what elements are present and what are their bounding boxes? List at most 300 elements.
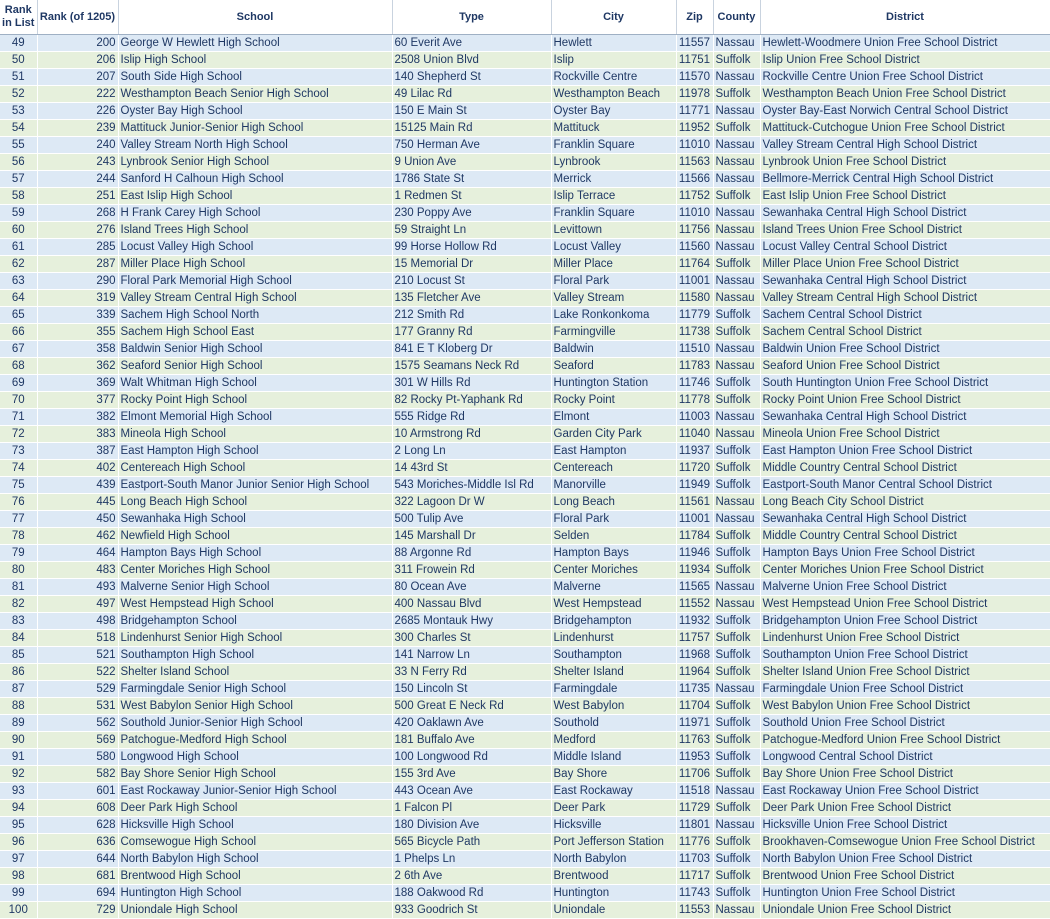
rank-in-list-cell[interactable]: 73 bbox=[0, 443, 37, 460]
county-cell[interactable]: Nassau bbox=[713, 154, 760, 171]
type-cell[interactable]: 400 Nassau Blvd bbox=[392, 596, 551, 613]
school-cell[interactable]: Sanford H Calhoun High School bbox=[118, 171, 392, 188]
county-cell[interactable]: Suffolk bbox=[713, 885, 760, 902]
school-cell[interactable]: Eastport-South Manor Junior Senior High School bbox=[118, 477, 392, 494]
city-cell[interactable]: Levittown bbox=[551, 222, 676, 239]
rank-total-cell[interactable]: 244 bbox=[37, 171, 118, 188]
zip-cell[interactable]: 11703 bbox=[676, 851, 713, 868]
county-cell[interactable]: Nassau bbox=[713, 783, 760, 800]
city-cell[interactable]: Westhampton Beach bbox=[551, 86, 676, 103]
school-cell[interactable]: East Islip High School bbox=[118, 188, 392, 205]
county-cell[interactable]: Suffolk bbox=[713, 664, 760, 681]
school-cell[interactable]: Bay Shore Senior High School bbox=[118, 766, 392, 783]
type-cell[interactable]: 140 Shepherd St bbox=[392, 69, 551, 86]
type-cell[interactable]: 10 Armstrong Rd bbox=[392, 426, 551, 443]
district-cell[interactable]: Seaford Union Free School District bbox=[760, 358, 1050, 375]
rank-total-cell[interactable]: 377 bbox=[37, 392, 118, 409]
county-cell[interactable]: Suffolk bbox=[713, 392, 760, 409]
district-cell[interactable]: Huntington Union Free School District bbox=[760, 885, 1050, 902]
type-cell[interactable]: 14 43rd St bbox=[392, 460, 551, 477]
city-cell[interactable]: Huntington Station bbox=[551, 375, 676, 392]
school-cell[interactable]: North Babylon High School bbox=[118, 851, 392, 868]
city-cell[interactable]: Uniondale bbox=[551, 902, 676, 919]
county-cell[interactable]: Nassau bbox=[713, 358, 760, 375]
zip-cell[interactable]: 11518 bbox=[676, 783, 713, 800]
district-cell[interactable]: North Babylon Union Free School District bbox=[760, 851, 1050, 868]
zip-cell[interactable]: 11934 bbox=[676, 562, 713, 579]
rank-total-cell[interactable]: 285 bbox=[37, 239, 118, 256]
city-cell[interactable]: Valley Stream bbox=[551, 290, 676, 307]
city-cell[interactable]: Malverne bbox=[551, 579, 676, 596]
school-cell[interactable]: West Babylon Senior High School bbox=[118, 698, 392, 715]
school-cell[interactable]: Farmingdale Senior High School bbox=[118, 681, 392, 698]
county-cell[interactable]: Suffolk bbox=[713, 647, 760, 664]
district-cell[interactable]: Southold Union Free School District bbox=[760, 715, 1050, 732]
county-cell[interactable]: Suffolk bbox=[713, 834, 760, 851]
city-cell[interactable]: Seaford bbox=[551, 358, 676, 375]
rank-in-list-cell[interactable]: 94 bbox=[0, 800, 37, 817]
zip-cell[interactable]: 11971 bbox=[676, 715, 713, 732]
county-cell[interactable]: Nassau bbox=[713, 579, 760, 596]
district-cell[interactable]: Deer Park Union Free School District bbox=[760, 800, 1050, 817]
district-cell[interactable]: Rockville Centre Union Free School District bbox=[760, 69, 1050, 86]
rank-in-list-cell[interactable]: 59 bbox=[0, 205, 37, 222]
county-cell[interactable]: Suffolk bbox=[713, 715, 760, 732]
type-cell[interactable]: 1786 State St bbox=[392, 171, 551, 188]
district-cell[interactable]: Shelter Island Union Free School District bbox=[760, 664, 1050, 681]
rank-in-list-cell[interactable]: 61 bbox=[0, 239, 37, 256]
city-cell[interactable]: Elmont bbox=[551, 409, 676, 426]
city-cell[interactable]: Southold bbox=[551, 715, 676, 732]
type-cell[interactable]: 88 Argonne Rd bbox=[392, 545, 551, 562]
district-cell[interactable]: Long Beach City School District bbox=[760, 494, 1050, 511]
rank-total-cell[interactable]: 483 bbox=[37, 562, 118, 579]
school-cell[interactable]: Bridgehampton School bbox=[118, 613, 392, 630]
city-cell[interactable]: Mattituck bbox=[551, 120, 676, 137]
school-cell[interactable]: Malverne Senior High School bbox=[118, 579, 392, 596]
district-cell[interactable]: Sewanhaka Central High School District bbox=[760, 511, 1050, 528]
district-cell[interactable]: Baldwin Union Free School District bbox=[760, 341, 1050, 358]
rank-in-list-cell[interactable]: 53 bbox=[0, 103, 37, 120]
rank-in-list-cell[interactable]: 71 bbox=[0, 409, 37, 426]
zip-cell[interactable]: 11978 bbox=[676, 86, 713, 103]
rank-in-list-cell[interactable]: 88 bbox=[0, 698, 37, 715]
type-cell[interactable]: 301 W Hills Rd bbox=[392, 375, 551, 392]
county-cell[interactable]: Suffolk bbox=[713, 562, 760, 579]
school-cell[interactable]: Westhampton Beach Senior High School bbox=[118, 86, 392, 103]
county-cell[interactable]: Suffolk bbox=[713, 851, 760, 868]
rank-in-list-cell[interactable]: 97 bbox=[0, 851, 37, 868]
city-cell[interactable]: Port Jefferson Station bbox=[551, 834, 676, 851]
district-cell[interactable]: East Hampton Union Free School District bbox=[760, 443, 1050, 460]
rank-in-list-cell[interactable]: 54 bbox=[0, 120, 37, 137]
type-cell[interactable]: 1 Falcon Pl bbox=[392, 800, 551, 817]
city-cell[interactable]: Selden bbox=[551, 528, 676, 545]
county-cell[interactable]: Suffolk bbox=[713, 800, 760, 817]
city-cell[interactable]: Farmingdale bbox=[551, 681, 676, 698]
rank-in-list-cell[interactable]: 99 bbox=[0, 885, 37, 902]
rank-total-cell[interactable]: 529 bbox=[37, 681, 118, 698]
rank-total-cell[interactable]: 450 bbox=[37, 511, 118, 528]
district-cell[interactable]: Middle Country Central School District bbox=[760, 528, 1050, 545]
school-cell[interactable]: Uniondale High School bbox=[118, 902, 392, 919]
school-cell[interactable]: Hicksville High School bbox=[118, 817, 392, 834]
county-cell[interactable]: Suffolk bbox=[713, 630, 760, 647]
school-cell[interactable]: Newfield High School bbox=[118, 528, 392, 545]
county-cell[interactable]: Nassau bbox=[713, 290, 760, 307]
rank-total-cell[interactable]: 580 bbox=[37, 749, 118, 766]
school-cell[interactable]: Rocky Point High School bbox=[118, 392, 392, 409]
rank-total-cell[interactable]: 582 bbox=[37, 766, 118, 783]
rank-total-cell[interactable]: 251 bbox=[37, 188, 118, 205]
rank-in-list-cell[interactable]: 90 bbox=[0, 732, 37, 749]
rank-in-list-cell[interactable]: 84 bbox=[0, 630, 37, 647]
zip-cell[interactable]: 11706 bbox=[676, 766, 713, 783]
rank-in-list-cell[interactable]: 95 bbox=[0, 817, 37, 834]
type-cell[interactable]: 181 Buffalo Ave bbox=[392, 732, 551, 749]
type-cell[interactable]: 2685 Montauk Hwy bbox=[392, 613, 551, 630]
rank-in-list-cell[interactable]: 64 bbox=[0, 290, 37, 307]
school-cell[interactable]: Sachem High School North bbox=[118, 307, 392, 324]
header-type[interactable]: Type bbox=[392, 0, 551, 35]
school-cell[interactable]: Hampton Bays High School bbox=[118, 545, 392, 562]
county-cell[interactable]: Suffolk bbox=[713, 868, 760, 885]
zip-cell[interactable]: 11779 bbox=[676, 307, 713, 324]
city-cell[interactable]: Merrick bbox=[551, 171, 676, 188]
district-cell[interactable]: Bellmore-Merrick Central High School District bbox=[760, 171, 1050, 188]
rank-in-list-cell[interactable]: 58 bbox=[0, 188, 37, 205]
zip-cell[interactable]: 11720 bbox=[676, 460, 713, 477]
zip-cell[interactable]: 11003 bbox=[676, 409, 713, 426]
school-cell[interactable]: Seaford Senior High School bbox=[118, 358, 392, 375]
zip-cell[interactable]: 11778 bbox=[676, 392, 713, 409]
header-zip[interactable]: Zip bbox=[676, 0, 713, 35]
county-cell[interactable]: Nassau bbox=[713, 171, 760, 188]
rank-total-cell[interactable]: 518 bbox=[37, 630, 118, 647]
district-cell[interactable]: South Huntington Union Free School District bbox=[760, 375, 1050, 392]
zip-cell[interactable]: 11783 bbox=[676, 358, 713, 375]
city-cell[interactable]: Garden City Park bbox=[551, 426, 676, 443]
header-city[interactable]: City bbox=[551, 0, 676, 35]
rank-total-cell[interactable]: 439 bbox=[37, 477, 118, 494]
rank-total-cell[interactable]: 464 bbox=[37, 545, 118, 562]
city-cell[interactable]: Locust Valley bbox=[551, 239, 676, 256]
type-cell[interactable]: 150 Lincoln St bbox=[392, 681, 551, 698]
rank-in-list-cell[interactable]: 80 bbox=[0, 562, 37, 579]
type-cell[interactable]: 82 Rocky Pt-Yaphank Rd bbox=[392, 392, 551, 409]
type-cell[interactable]: 300 Charles St bbox=[392, 630, 551, 647]
city-cell[interactable]: Long Beach bbox=[551, 494, 676, 511]
zip-cell[interactable]: 11553 bbox=[676, 902, 713, 919]
rank-in-list-cell[interactable]: 50 bbox=[0, 52, 37, 69]
school-cell[interactable]: Sachem High School East bbox=[118, 324, 392, 341]
rank-in-list-cell[interactable]: 87 bbox=[0, 681, 37, 698]
zip-cell[interactable]: 11729 bbox=[676, 800, 713, 817]
county-cell[interactable]: Nassau bbox=[713, 222, 760, 239]
city-cell[interactable]: Islip bbox=[551, 52, 676, 69]
city-cell[interactable]: Franklin Square bbox=[551, 137, 676, 154]
district-cell[interactable]: East Islip Union Free School District bbox=[760, 188, 1050, 205]
district-cell[interactable]: Sachem Central School District bbox=[760, 324, 1050, 341]
zip-cell[interactable]: 11757 bbox=[676, 630, 713, 647]
rank-in-list-cell[interactable]: 77 bbox=[0, 511, 37, 528]
school-cell[interactable]: Elmont Memorial High School bbox=[118, 409, 392, 426]
city-cell[interactable]: Rockville Centre bbox=[551, 69, 676, 86]
rank-total-cell[interactable]: 206 bbox=[37, 52, 118, 69]
city-cell[interactable]: Middle Island bbox=[551, 749, 676, 766]
type-cell[interactable]: 500 Great E Neck Rd bbox=[392, 698, 551, 715]
county-cell[interactable]: Suffolk bbox=[713, 698, 760, 715]
rank-in-list-cell[interactable]: 74 bbox=[0, 460, 37, 477]
city-cell[interactable]: Hewlett bbox=[551, 35, 676, 52]
school-cell[interactable]: Floral Park Memorial High School bbox=[118, 273, 392, 290]
type-cell[interactable]: 49 Lilac Rd bbox=[392, 86, 551, 103]
zip-cell[interactable]: 11001 bbox=[676, 511, 713, 528]
district-cell[interactable]: Valley Stream Central High School District bbox=[760, 137, 1050, 154]
school-cell[interactable]: Huntington High School bbox=[118, 885, 392, 902]
rank-total-cell[interactable]: 207 bbox=[37, 69, 118, 86]
school-cell[interactable]: West Hempstead High School bbox=[118, 596, 392, 613]
zip-cell[interactable]: 11764 bbox=[676, 256, 713, 273]
county-cell[interactable]: Nassau bbox=[713, 596, 760, 613]
type-cell[interactable]: 135 Fletcher Ave bbox=[392, 290, 551, 307]
type-cell[interactable]: 1 Phelps Ln bbox=[392, 851, 551, 868]
zip-cell[interactable]: 11563 bbox=[676, 154, 713, 171]
header-rank-in-list[interactable]: Rank in List bbox=[0, 0, 37, 35]
rank-total-cell[interactable]: 729 bbox=[37, 902, 118, 919]
rank-total-cell[interactable]: 319 bbox=[37, 290, 118, 307]
school-cell[interactable]: George W Hewlett High School bbox=[118, 35, 392, 52]
type-cell[interactable]: 188 Oakwood Rd bbox=[392, 885, 551, 902]
type-cell[interactable]: 933 Goodrich St bbox=[392, 902, 551, 919]
city-cell[interactable]: Shelter Island bbox=[551, 664, 676, 681]
type-cell[interactable]: 1575 Seamans Neck Rd bbox=[392, 358, 551, 375]
rank-total-cell[interactable]: 493 bbox=[37, 579, 118, 596]
school-cell[interactable]: H Frank Carey High School bbox=[118, 205, 392, 222]
rank-in-list-cell[interactable]: 63 bbox=[0, 273, 37, 290]
zip-cell[interactable]: 11566 bbox=[676, 171, 713, 188]
county-cell[interactable]: Suffolk bbox=[713, 613, 760, 630]
rank-in-list-cell[interactable]: 69 bbox=[0, 375, 37, 392]
district-cell[interactable]: Bay Shore Union Free School District bbox=[760, 766, 1050, 783]
type-cell[interactable]: 2 Long Ln bbox=[392, 443, 551, 460]
type-cell[interactable]: 1 Redmen St bbox=[392, 188, 551, 205]
rank-in-list-cell[interactable]: 49 bbox=[0, 35, 37, 52]
county-cell[interactable]: Nassau bbox=[713, 35, 760, 52]
zip-cell[interactable]: 11580 bbox=[676, 290, 713, 307]
county-cell[interactable]: Suffolk bbox=[713, 188, 760, 205]
school-cell[interactable]: South Side High School bbox=[118, 69, 392, 86]
header-school[interactable]: School bbox=[118, 0, 392, 35]
district-cell[interactable]: Uniondale Union Free School District bbox=[760, 902, 1050, 919]
school-cell[interactable]: Long Beach High School bbox=[118, 494, 392, 511]
type-cell[interactable]: 177 Granny Rd bbox=[392, 324, 551, 341]
district-cell[interactable]: Hicksville Union Free School District bbox=[760, 817, 1050, 834]
rank-total-cell[interactable]: 562 bbox=[37, 715, 118, 732]
type-cell[interactable]: 443 Ocean Ave bbox=[392, 783, 551, 800]
rank-total-cell[interactable]: 402 bbox=[37, 460, 118, 477]
county-cell[interactable]: Nassau bbox=[713, 511, 760, 528]
header-rank-total[interactable]: Rank (of 1205) bbox=[37, 0, 118, 35]
zip-cell[interactable]: 11771 bbox=[676, 103, 713, 120]
city-cell[interactable]: Hicksville bbox=[551, 817, 676, 834]
type-cell[interactable]: 59 Straight Ln bbox=[392, 222, 551, 239]
district-cell[interactable]: Sachem Central School District bbox=[760, 307, 1050, 324]
school-cell[interactable]: Comsewogue High School bbox=[118, 834, 392, 851]
county-cell[interactable]: Suffolk bbox=[713, 477, 760, 494]
zip-cell[interactable]: 11557 bbox=[676, 35, 713, 52]
type-cell[interactable]: 750 Herman Ave bbox=[392, 137, 551, 154]
rank-in-list-cell[interactable]: 60 bbox=[0, 222, 37, 239]
county-cell[interactable]: Suffolk bbox=[713, 375, 760, 392]
type-cell[interactable]: 2 6th Ave bbox=[392, 868, 551, 885]
city-cell[interactable]: East Hampton bbox=[551, 443, 676, 460]
rank-in-list-cell[interactable]: 55 bbox=[0, 137, 37, 154]
rank-in-list-cell[interactable]: 85 bbox=[0, 647, 37, 664]
county-cell[interactable]: Nassau bbox=[713, 817, 760, 834]
zip-cell[interactable]: 11717 bbox=[676, 868, 713, 885]
county-cell[interactable]: Nassau bbox=[713, 239, 760, 256]
city-cell[interactable]: West Babylon bbox=[551, 698, 676, 715]
school-cell[interactable]: Lindenhurst Senior High School bbox=[118, 630, 392, 647]
city-cell[interactable]: Bay Shore bbox=[551, 766, 676, 783]
district-cell[interactable]: Lindenhurst Union Free School District bbox=[760, 630, 1050, 647]
school-cell[interactable]: Patchogue-Medford High School bbox=[118, 732, 392, 749]
district-cell[interactable]: Sewanhaka Central High School District bbox=[760, 409, 1050, 426]
district-cell[interactable]: Rocky Point Union Free School District bbox=[760, 392, 1050, 409]
district-cell[interactable]: Longwood Central School District bbox=[760, 749, 1050, 766]
school-cell[interactable]: Shelter Island School bbox=[118, 664, 392, 681]
county-cell[interactable]: Suffolk bbox=[713, 528, 760, 545]
city-cell[interactable]: Lindenhurst bbox=[551, 630, 676, 647]
rank-total-cell[interactable]: 240 bbox=[37, 137, 118, 154]
rank-in-list-cell[interactable]: 62 bbox=[0, 256, 37, 273]
county-cell[interactable]: Suffolk bbox=[713, 766, 760, 783]
rank-in-list-cell[interactable]: 66 bbox=[0, 324, 37, 341]
district-cell[interactable]: Sewanhaka Central High School District bbox=[760, 205, 1050, 222]
type-cell[interactable]: 145 Marshall Dr bbox=[392, 528, 551, 545]
zip-cell[interactable]: 11010 bbox=[676, 205, 713, 222]
county-cell[interactable]: Suffolk bbox=[713, 307, 760, 324]
city-cell[interactable]: Lake Ronkonkoma bbox=[551, 307, 676, 324]
rank-total-cell[interactable]: 628 bbox=[37, 817, 118, 834]
rank-total-cell[interactable]: 226 bbox=[37, 103, 118, 120]
type-cell[interactable]: 100 Longwood Rd bbox=[392, 749, 551, 766]
type-cell[interactable]: 155 3rd Ave bbox=[392, 766, 551, 783]
type-cell[interactable]: 543 Moriches-Middle Isl Rd bbox=[392, 477, 551, 494]
district-cell[interactable]: Sewanhaka Central High School District bbox=[760, 273, 1050, 290]
zip-cell[interactable]: 11763 bbox=[676, 732, 713, 749]
school-cell[interactable]: Islip High School bbox=[118, 52, 392, 69]
district-cell[interactable]: Southampton Union Free School District bbox=[760, 647, 1050, 664]
county-cell[interactable]: Nassau bbox=[713, 69, 760, 86]
zip-cell[interactable]: 11040 bbox=[676, 426, 713, 443]
rank-total-cell[interactable]: 531 bbox=[37, 698, 118, 715]
zip-cell[interactable]: 11801 bbox=[676, 817, 713, 834]
school-cell[interactable]: Miller Place High School bbox=[118, 256, 392, 273]
city-cell[interactable]: Miller Place bbox=[551, 256, 676, 273]
city-cell[interactable]: Manorville bbox=[551, 477, 676, 494]
rank-total-cell[interactable]: 498 bbox=[37, 613, 118, 630]
rank-in-list-cell[interactable]: 79 bbox=[0, 545, 37, 562]
county-cell[interactable]: Suffolk bbox=[713, 732, 760, 749]
city-cell[interactable]: Islip Terrace bbox=[551, 188, 676, 205]
rank-total-cell[interactable]: 268 bbox=[37, 205, 118, 222]
school-cell[interactable]: East Hampton High School bbox=[118, 443, 392, 460]
type-cell[interactable]: 311 Frowein Rd bbox=[392, 562, 551, 579]
district-cell[interactable]: Lynbrook Union Free School District bbox=[760, 154, 1050, 171]
district-cell[interactable]: Mineola Union Free School District bbox=[760, 426, 1050, 443]
type-cell[interactable]: 33 N Ferry Rd bbox=[392, 664, 551, 681]
county-cell[interactable]: Suffolk bbox=[713, 256, 760, 273]
city-cell[interactable]: Bridgehampton bbox=[551, 613, 676, 630]
school-cell[interactable]: Mineola High School bbox=[118, 426, 392, 443]
school-cell[interactable]: Southold Junior-Senior High School bbox=[118, 715, 392, 732]
district-cell[interactable]: Middle Country Central School District bbox=[760, 460, 1050, 477]
school-cell[interactable]: Locust Valley High School bbox=[118, 239, 392, 256]
school-cell[interactable]: Brentwood High School bbox=[118, 868, 392, 885]
school-cell[interactable]: East Rockaway Junior-Senior High School bbox=[118, 783, 392, 800]
type-cell[interactable]: 555 Ridge Rd bbox=[392, 409, 551, 426]
county-cell[interactable]: Nassau bbox=[713, 137, 760, 154]
rank-total-cell[interactable]: 681 bbox=[37, 868, 118, 885]
rank-total-cell[interactable]: 521 bbox=[37, 647, 118, 664]
zip-cell[interactable]: 11937 bbox=[676, 443, 713, 460]
rank-total-cell[interactable]: 290 bbox=[37, 273, 118, 290]
city-cell[interactable]: Franklin Square bbox=[551, 205, 676, 222]
zip-cell[interactable]: 11952 bbox=[676, 120, 713, 137]
city-cell[interactable]: Medford bbox=[551, 732, 676, 749]
rank-in-list-cell[interactable]: 52 bbox=[0, 86, 37, 103]
county-cell[interactable]: Suffolk bbox=[713, 443, 760, 460]
zip-cell[interactable]: 11932 bbox=[676, 613, 713, 630]
type-cell[interactable]: 322 Lagoon Dr W bbox=[392, 494, 551, 511]
district-cell[interactable]: Valley Stream Central High School District bbox=[760, 290, 1050, 307]
county-cell[interactable]: Nassau bbox=[713, 273, 760, 290]
type-cell[interactable]: 150 E Main St bbox=[392, 103, 551, 120]
county-cell[interactable]: Nassau bbox=[713, 409, 760, 426]
rank-in-list-cell[interactable]: 65 bbox=[0, 307, 37, 324]
zip-cell[interactable]: 11949 bbox=[676, 477, 713, 494]
zip-cell[interactable]: 11946 bbox=[676, 545, 713, 562]
rank-total-cell[interactable]: 355 bbox=[37, 324, 118, 341]
school-cell[interactable]: Deer Park High School bbox=[118, 800, 392, 817]
type-cell[interactable]: 565 Bicycle Path bbox=[392, 834, 551, 851]
zip-cell[interactable]: 11964 bbox=[676, 664, 713, 681]
rank-total-cell[interactable]: 644 bbox=[37, 851, 118, 868]
school-cell[interactable]: Mattituck Junior-Senior High School bbox=[118, 120, 392, 137]
rank-total-cell[interactable]: 445 bbox=[37, 494, 118, 511]
zip-cell[interactable]: 11756 bbox=[676, 222, 713, 239]
header-district[interactable]: District bbox=[760, 0, 1050, 35]
zip-cell[interactable]: 11784 bbox=[676, 528, 713, 545]
zip-cell[interactable]: 11565 bbox=[676, 579, 713, 596]
rank-total-cell[interactable]: 608 bbox=[37, 800, 118, 817]
county-cell[interactable]: Suffolk bbox=[713, 749, 760, 766]
zip-cell[interactable]: 11552 bbox=[676, 596, 713, 613]
zip-cell[interactable]: 11560 bbox=[676, 239, 713, 256]
rank-in-list-cell[interactable]: 96 bbox=[0, 834, 37, 851]
district-cell[interactable]: Locust Valley Central School District bbox=[760, 239, 1050, 256]
rank-total-cell[interactable]: 497 bbox=[37, 596, 118, 613]
county-cell[interactable]: Nassau bbox=[713, 205, 760, 222]
rank-total-cell[interactable]: 522 bbox=[37, 664, 118, 681]
district-cell[interactable]: Brookhaven-Comsewogue Union Free School District bbox=[760, 834, 1050, 851]
city-cell[interactable]: West Hempstead bbox=[551, 596, 676, 613]
rank-in-list-cell[interactable]: 76 bbox=[0, 494, 37, 511]
rank-in-list-cell[interactable]: 91 bbox=[0, 749, 37, 766]
rank-in-list-cell[interactable]: 51 bbox=[0, 69, 37, 86]
